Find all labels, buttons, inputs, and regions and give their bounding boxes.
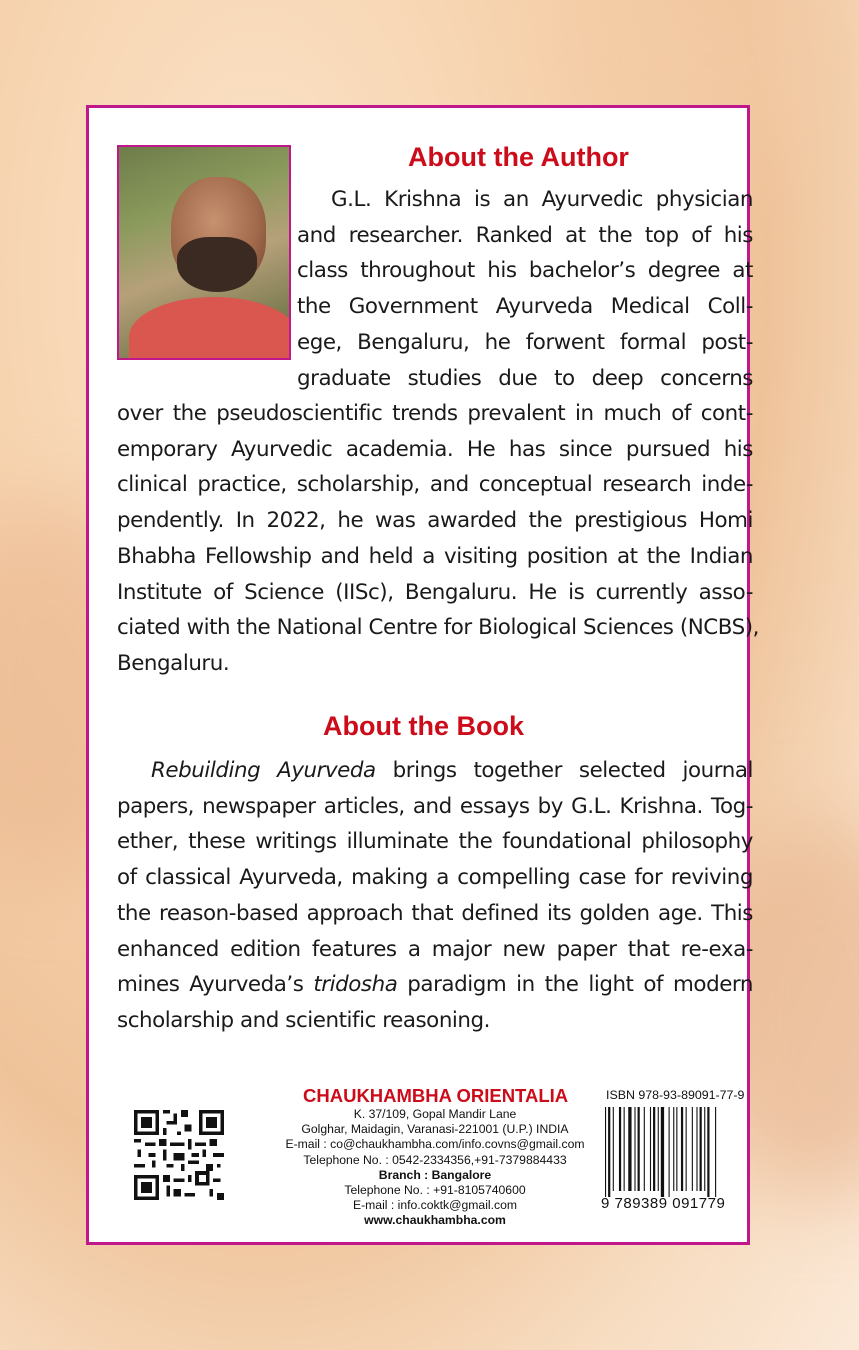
barcode-bar	[634, 1107, 635, 1191]
author-bio-line: graduate studies due to deep concerns	[297, 365, 753, 391]
author-beard	[177, 237, 257, 292]
barcode-bar	[715, 1107, 716, 1197]
barcode-bar	[686, 1107, 687, 1191]
publisher-telephone: Telephone No. : 0542-2334356,+91-7379884433	[303, 1152, 567, 1167]
author-bio-full	[117, 396, 759, 682]
isbn-label: ISBN 978-93-89091-77-9	[606, 1088, 745, 1102]
barcode-bar	[650, 1107, 651, 1191]
author-bio-line: ege, Bengaluru, he forwent formal post-	[297, 329, 753, 355]
author-bio-line: Institute of Science (IISc), Bengaluru. He is currently asso-	[117, 579, 753, 605]
book-desc-line: papers, newspaper articles, and essays by G.L. Krishna. Tog-	[117, 793, 753, 819]
book-desc-line: the reason-based approach that defined its golden age. This	[117, 900, 753, 926]
book-desc-text: mines Ayurveda’s	[117, 972, 314, 998]
publisher-address: K. 37/109, Gopal Mandir Lane	[353, 1107, 517, 1121]
barcode-bar	[681, 1107, 683, 1191]
barcode-bar	[653, 1107, 655, 1191]
author-bio-line: Bengaluru.	[117, 650, 230, 676]
tridosha-term: tridosha	[313, 972, 398, 998]
barcode-bar	[669, 1107, 670, 1197]
author-bio-line: the Government Ayurveda Medical Coll-	[297, 294, 753, 320]
book-desc-line	[117, 967, 753, 1003]
book-desc-line: ether, these writings illuminate the foundational philosophy	[117, 829, 753, 855]
publisher-name: CHAUKHAMBHA ORIENTALIA	[303, 1085, 569, 1106]
barcode-bar	[692, 1107, 693, 1191]
book-desc-line: scholarship and scientific reasoning.	[117, 1007, 490, 1033]
book-desc-line: of classical Ayurveda, making a compelling case for reviving	[117, 865, 753, 891]
barcode-bar	[638, 1107, 640, 1191]
barcode-bar	[628, 1107, 631, 1191]
author-bio-line: emporary Ayurvedic academia. He has since pursued his	[117, 436, 753, 462]
author-bio-line: G.L. Krishna is an Ayurvedic physician	[331, 187, 753, 212]
barcode-bar	[676, 1107, 677, 1191]
about-author-heading: About the Author	[408, 142, 629, 172]
book-desc-text: paradigm in the light of modern	[397, 972, 753, 998]
branch-email: E-mail : info.coktk@gmail.com	[352, 1198, 518, 1213]
book-desc-line	[117, 753, 753, 789]
book-desc-line: enhanced edition features a major new paper that re-exa-	[117, 936, 753, 962]
branch-telephone: Telephone No. : +91-8105740600	[344, 1183, 526, 1198]
publisher-website: www.chaukhambha.com	[364, 1213, 506, 1228]
barcode-bar	[605, 1107, 606, 1197]
author-bio-line: clinical practice, scholarship, and conceptual research inde-	[117, 472, 753, 498]
barcode-bar	[644, 1107, 645, 1191]
barcode-bar	[619, 1107, 621, 1191]
author-bio-wrapped	[297, 182, 753, 396]
author-bio-line: Bhabha Fellowship and held a visiting position at the Indian	[117, 543, 753, 569]
author-bio-line: ciated with the National Centre for Biological Sciences (NCBS),	[117, 615, 759, 641]
book-description	[117, 753, 753, 1039]
barcode-bar	[704, 1107, 705, 1191]
barcode-bar	[696, 1107, 697, 1191]
publisher-email: E-mail : co@chaukhambha.com/info.covns@gmail.com	[285, 1137, 585, 1152]
barcode-bar	[673, 1107, 674, 1191]
barcode-bar	[613, 1107, 614, 1191]
barcode-bar	[624, 1107, 625, 1191]
barcode-bar	[658, 1107, 659, 1191]
author-bio-line: and researcher. Ranked at the top of his	[297, 222, 753, 248]
author-bio-line: pendently. In 2022, he was awarded the prestigious Homi	[117, 508, 753, 534]
isbn-barcode	[603, 1107, 746, 1197]
branch-label: Branch : Bangalore	[378, 1167, 492, 1182]
barcode-digits: 9 789389 091779	[601, 1195, 726, 1212]
book-title: Rebuilding Ayurveda	[151, 758, 376, 783]
publisher-address: Golghar, Maidagin, Varanasi-221001 (U.P.) INDIA	[301, 1122, 569, 1137]
barcode-bar	[661, 1107, 664, 1197]
barcode-bar	[608, 1107, 610, 1197]
barcode-bar	[707, 1107, 709, 1197]
author-shirt	[129, 297, 291, 360]
author-photo	[117, 145, 291, 360]
about-book-heading: About the Book	[323, 711, 524, 741]
author-bio-line: over the pseudoscientific trends prevalent in much of cont-	[117, 401, 753, 426]
publisher-details	[270, 1107, 600, 1229]
book-desc-text: brings together selected journal	[375, 758, 753, 783]
barcode-bar	[700, 1107, 702, 1191]
author-bio-line: class throughout his bachelor’s degree at	[297, 258, 753, 284]
qr-code	[134, 1110, 224, 1200]
